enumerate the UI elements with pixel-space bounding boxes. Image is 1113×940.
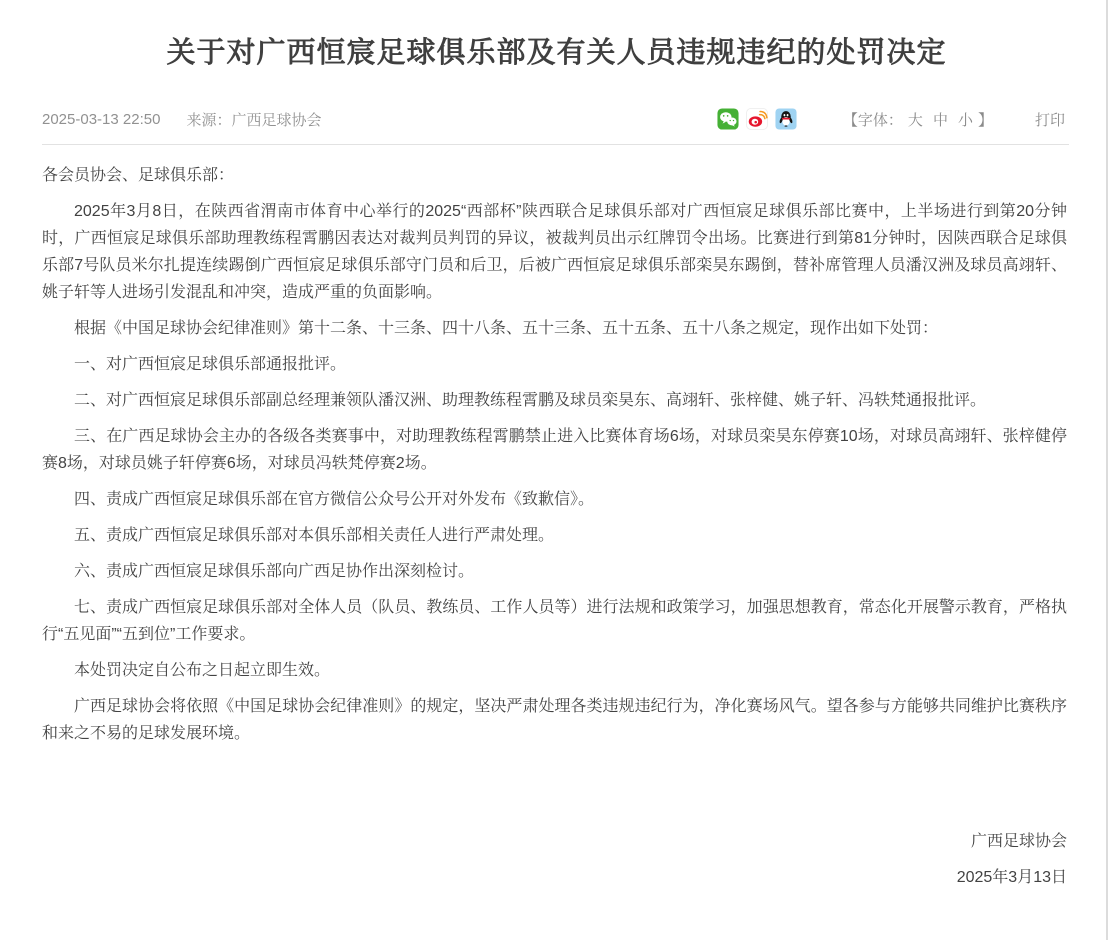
print-button[interactable]: 打印 [1034,111,1065,129]
article-body [0,145,1113,891]
body-paragraph: 五、责成广西恒宸足球俱乐部对本俱乐部相关责任人进行严肃处理。 [74,527,555,544]
body-paragraph: 本处罚决定自公布之日起立即生效。 [74,662,331,679]
salutation: 各会员协会、足球俱乐部： [42,167,235,184]
fontsize-control [843,109,993,130]
qq-share-icon[interactable] [775,108,797,130]
body-paragraph: 三、在广西足球协会主办的各级各类赛事中，对助理教练程霄鹏禁止进入比赛体育场6场，对球员栾昊东停赛10场，对球员高翊轩、张梓健停赛8场，对球员姚子轩停赛6场，对球员冯轶梵停赛2场。 [42,428,1067,472]
fontsize-prefix: 【字体： [842,111,903,129]
weibo-share-icon[interactable] [746,108,768,130]
body-paragraph: 六、责成广西恒宸足球俱乐部向广西足协作出深刻检讨。 [74,563,475,580]
page-title: 关于对广西恒宸足球俱乐部及有关人员违规违纪的处罚决定 [166,37,947,69]
paragraph-list [42,198,1067,747]
body-paragraph: 根据《中国足球协会纪律准则》第十二条、十三条、四十八条、五十三条、五十五条、五十八条之规定，现作出如下处罚： [74,320,939,337]
publish-datetime: 2025-03-13 22:50 [42,110,161,128]
meta-row [0,106,1113,132]
wechat-share-icon[interactable] [717,108,739,130]
fontsize-medium-button[interactable]: 中 [932,111,948,129]
page-right-border [1106,0,1108,940]
signature-block [42,828,1067,891]
body-paragraph: 四、责成广西恒宸足球俱乐部在官方微信公众号公开对外发布《致歉信》。 [74,491,595,508]
signature-org: 广西足球协会 [970,833,1067,850]
body-paragraph: 二、对广西恒宸足球俱乐部副总经理兼领队潘汉洲、助理教练程霄鹏及球员栾昊东、高翊轩、张梓健、姚子轩、冯轶梵通报批评。 [74,392,987,409]
meta-left [42,109,321,130]
body-paragraph: 一、对广西恒宸足球俱乐部通报批评。 [74,356,347,373]
fontsize-large-button[interactable]: 大 [907,111,923,129]
signature-date: 2025年3月13日 [956,869,1067,886]
body-paragraph: 七、责成广西恒宸足球俱乐部对全体人员（队员、教练员、工作人员等）进行法规和政策学习，加强思想教育，常态化开展警示教育，严格执行“五见面”“五到位”工作要求。 [42,599,1067,643]
body-paragraph: 2025年3月8日，在陕西省渭南市体育中心举行的2025“西部杯”陕西联合足球俱乐部对广西恒宸足球俱乐部比赛中，上半场进行到第20分钟时，广西恒宸足球俱乐部助理教练程霄鹏因表达对裁判员判罚的异议，被裁判员出示红牌罚令出场。比赛进行到第81分钟时，因陕西联合足球俱乐部7号队员米尔扎提连续踢倒广西恒宸足球俱乐部守门员和后卫，后被广西恒宸足球俱乐部栾昊东踢倒，替补席管理人员潘汉洲及球员高翊轩、姚子轩等人进场引发混乱和冲突，造成严重的负面影响。 [42,203,1067,301]
share-icon-group [717,108,797,130]
fontsize-suffix: 】 [977,111,993,129]
source-label: 来源： [186,111,232,129]
body-paragraph: 广西足球协会将依照《中国足球协会纪律准则》的规定，坚决严肃处理各类违规违纪行为，净化赛场风气。望各参与方能够共同维护比赛秩序和来之不易的足球发展环境。 [42,698,1067,742]
source-name: 广西足球协会 [231,111,322,129]
fontsize-small-button[interactable]: 小 [957,111,973,129]
